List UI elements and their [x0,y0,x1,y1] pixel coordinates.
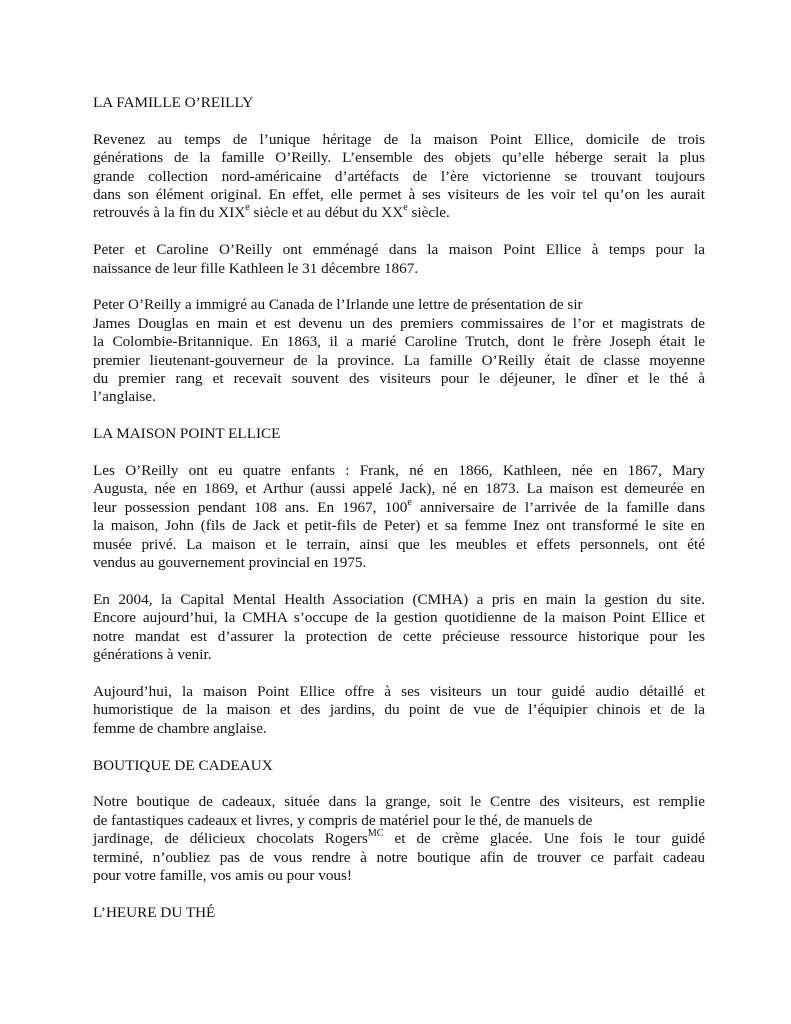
heading-boutique-cadeaux: BOUTIQUE DE CADEAUX [93,756,273,774]
heading-famille-oreilly: LA FAMILLE O’REILLY [93,94,254,111]
text-line: notre mandat est d’assurer la protection de cette précieuse ressource historique pour les [93,627,705,645]
text-line: Les O’Reilly ont eu quatre enfants : Frank, né en 1866, Kathleen, née en 1867, Mary [93,462,705,480]
text-fragment: siècle. [407,204,450,222]
text-fragment: retrouvés à la fin du XIX [93,204,246,222]
superscript: e [403,202,408,214]
text-line: dans son élément original. En effet, elle permet à ses visiteurs de les voir tel qu’on les aurait [93,186,705,204]
paragraph-peter-oreilly [93,296,705,406]
text-line: Peter O’Reilly a immigré au Canada de l’Irlande une lettre de présentation de sir [93,296,583,314]
text-line [93,496,706,517]
heading-maison-point-ellice: LA MAISON POINT ELLICE [93,425,281,443]
paragraph-boutique [93,793,705,885]
text-line: femme de chambre anglaise. [93,719,267,737]
text-line: naissance de leur fille Kathleen le 31 décembre 1867. [93,259,419,277]
text-line: Augusta, née en 1869, et Arthur (aussi appelé Jack), né en 1873. La maison est demeurée en [93,480,705,498]
paragraph-heritage [93,131,705,223]
text-line: musée privé. La maison et le terrain, ainsi que les meubles et effets personnels, ont été [93,535,705,553]
superscript: e [245,202,250,214]
text-fragment: siècle et au début du XX [249,204,404,222]
text-line: pour votre famille, vos amis ou pour vous! [93,866,352,884]
paragraph-emmenage [93,241,705,278]
superscript: MC [367,828,384,840]
text-line: Encore aujourd’hui, la CMHA s’occupe de la gestion quotidienne de la maison Point Ellice et [93,609,705,627]
text-line: James Douglas en main et est devenu un des premiers commissaires de l’or et magistrats de [93,314,705,332]
text-line: vendus au gouvernement provincial en 1975. [93,554,367,572]
text-fragment: et de crème glacée. Une fois le tour guidé [383,830,705,848]
text-line [93,204,705,222]
text-line: du premier rang et recevait souvent des visiteurs pour le déjeuner, le dîner et le thé à [93,370,705,388]
text-line: la maison, John (fils de Jack et petit-fils de Peter) et sa femme Inez ont transformé le site en [93,517,705,535]
text-line: Notre boutique de cadeaux, située dans la grange, soit le Centre des visiteurs, est remplie [93,793,705,811]
text-line: l’anglaise. [93,388,156,406]
text-fragment: anniversaire de l’arrivée de la famille dans [411,498,706,516]
text-line: humoristique de la maison et des jardins, du point de vue de l’équipier chinois et de la [93,701,705,719]
paragraph-tour-guide [93,683,705,738]
text-line: Revenez au temps de l’unique héritage de la maison Point Ellice, domicile de trois [93,130,705,148]
text-line: Peter et Caroline O’Reilly ont emménagé dans la maison Point Ellice à temps pour la [93,241,705,259]
text-line: premier lieutenant-gouverneur de la province. La famille O’Reilly était de classe moyenne [93,351,705,369]
text-line: générations de la famille O’Reilly. L’ensemble des objets qu’elle héberge serait la plus [93,149,705,167]
text-line: grande collection nord-américaine d’artéfacts de l’ère victorienne se trouvant toujours [93,167,705,185]
text-line: la Colombie-Britannique. En 1863, il a marié Caroline Trutch, dont le frère Joseph était le [93,333,705,351]
document-body [93,94,705,941]
text-line: En 2004, la Capital Mental Health Association (CMHA) a pris en main la gestion du site. [93,590,705,608]
text-fragment: leur possession pendant 108 ans. En 1967, 100 [93,498,408,516]
text-line: terminé, n’oubliez pas de vous rendre à notre boutique afin de trouver ce parfait cadeau [93,848,705,866]
text-line: générations à venir. [93,646,212,664]
heading-heure-du-the: L’HEURE DU THÉ [93,903,216,921]
text-line: de fantastiques cadeaux et livres, y compris de matériel pour le thé, de manuels de [93,811,593,829]
text-line [93,830,705,848]
text-line: Aujourd’hui, la maison Point Ellice offre à ses visiteurs un tour guidé audio détaillé et [93,682,705,700]
paragraph-enfants [93,462,705,572]
paragraph-cmha [93,591,705,665]
text-fragment: jardinage, de délicieux chocolats Rogers [93,830,368,848]
superscript: e [407,496,412,508]
